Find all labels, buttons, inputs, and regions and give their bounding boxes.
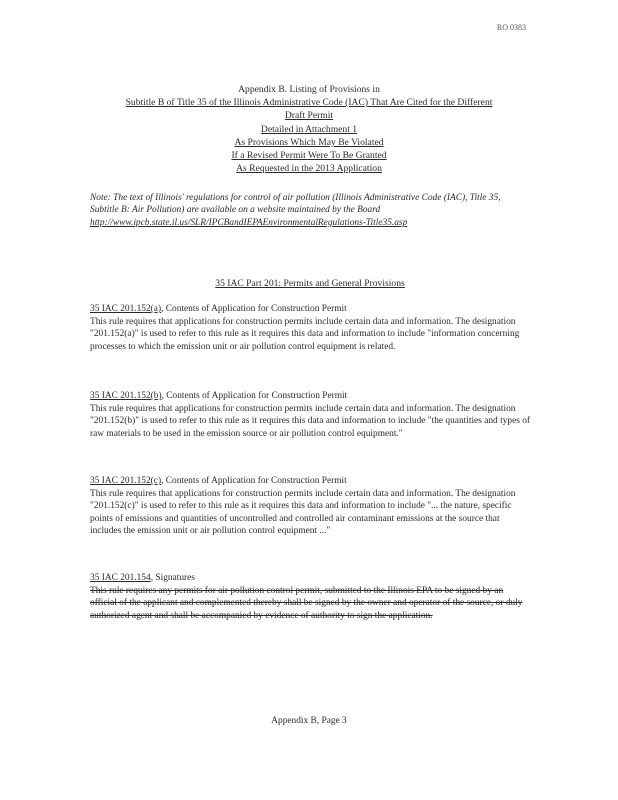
page-footer: Appendix B, Page 3 [271,716,347,726]
provision-heading: , Contents of Application for Construction Permit [161,391,348,401]
title-line-5: As Provisions Which May Be Violated [234,137,384,148]
provision-entry-struck [90,572,532,622]
title-line-4: Detailed in Attachment 1 [260,124,358,135]
title-line-2: Subtitle B of Title 35 of the Illinois Administrative Code (IAC) That Are Cited for the Different [125,97,493,108]
title-line-6: If a Revised Permit Were To Be Granted [231,150,387,161]
provision-body: This rule requires that applications for construction permits include certain data and information. The designation "201.152(b)" is used to refer to this rule as it requires this data and information to include "the quantities and types of raw materials to be used in the emission source or air pollution control equipment." [90,403,531,439]
provision-heading: , Contents of Application for Construction Permit [161,476,347,486]
note-text: Note: The text of Illinois' regulations for control of air pollution (Illinois Administrative Code (IAC), Title 35, Subtitle B: Air Pollution) are available on a website maintained by the Board [90,193,501,216]
provision-body: This rule requires that applications for construction permits include certain data and information. The designation "201.152(c)" is used to refer to this rule as it requires this data and information to include "... the nature, specific points of emissions and quantities of uncontrolled and controlled air contaminant emissions at the source that includes the emission unit or air pollution control equipment ..." [90,488,516,537]
provision-entry [90,390,532,440]
provision-citation: 35 IAC 201.152(b) [90,391,162,401]
provision-entry [90,303,532,353]
title-line-3: Draft Permit [284,110,334,121]
provision-body: This rule requires any permits for air pollution control permit, submitted to the Illinois EPA to be signed by an official of the applicant and complemented thereby shall be signed by the owner and operator of the source, or duly authorized agent and shall be accompanied by evidence of authority to sign the application. [90,585,523,621]
regulations-note [90,192,530,229]
section-title: 35 IAC Part 201: Permits and General Provisions [215,278,405,289]
provision-citation: 35 IAC 201.152(a) [90,304,162,314]
provision-heading: , Signatures [150,573,195,583]
provision-body: This rule requires that applications for construction permits include certain data and information. The designation "201.152(a)" is used to refer to this rule as it requires this data and information to include "information concerning processes to which the emission unit or air pollution control equipment is related. [90,316,520,352]
regulations-link[interactable]: http://www.ipcb.state.il.us/SLR/IPCBandIEPAEnvironmentalRegulations-Title35.asp [90,217,408,228]
document-number: RO 0383 [496,23,526,32]
title-line-7: As Requested in the 2013 Application [236,163,382,174]
provision-heading: , Contents of Application for Construction Permit [161,304,347,314]
provision-entry [90,475,532,538]
provision-citation: 35 IAC 201.154 [90,573,151,583]
title-line-1: Appendix B. Listing of Provisions in [238,84,380,95]
provision-citation: 35 IAC 201.152(c) [90,476,162,486]
